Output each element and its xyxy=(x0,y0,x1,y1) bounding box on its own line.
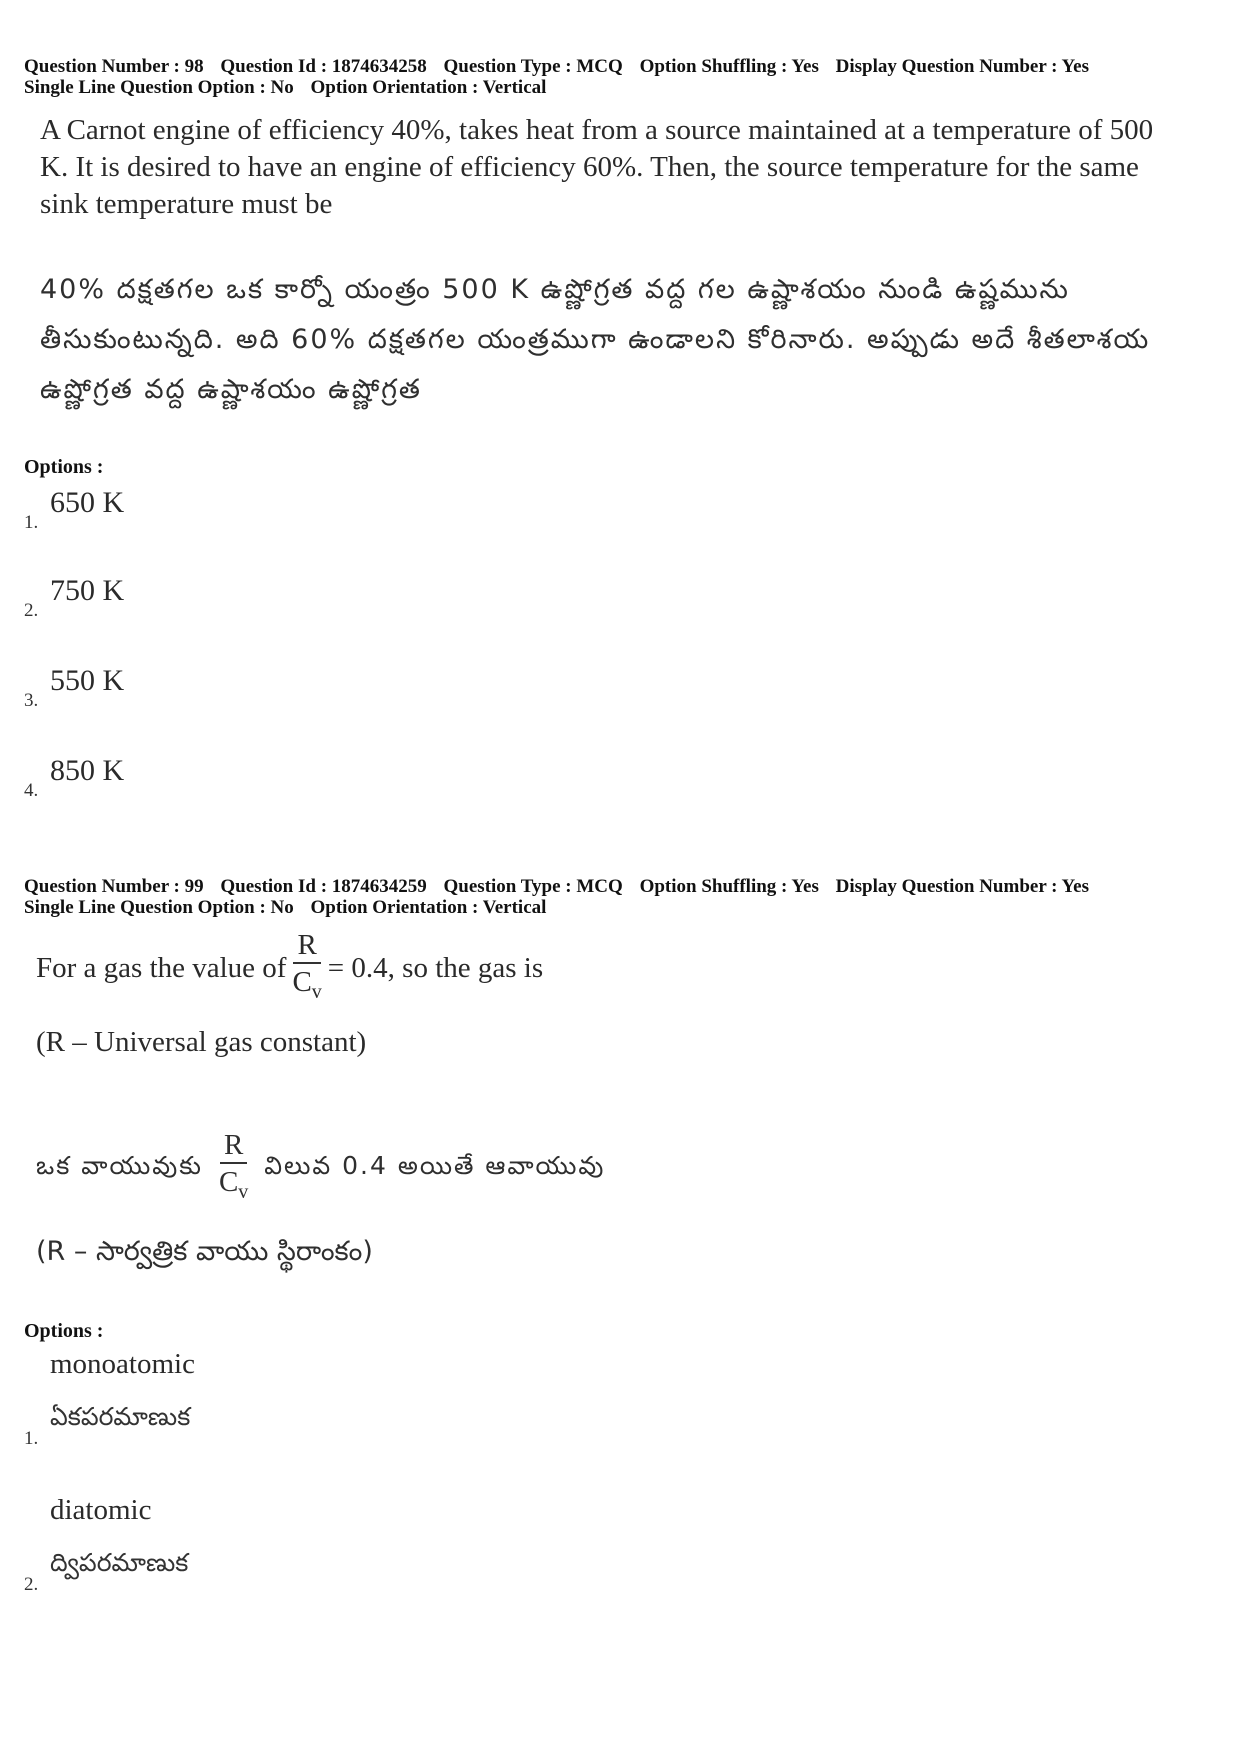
option-value: monoatomic xyxy=(50,1348,195,1380)
question-text xyxy=(36,928,543,1010)
meta-single-line: Single Line Question Option : No xyxy=(24,77,294,98)
option-number: 2. xyxy=(24,1574,39,1595)
meta-display-number: Display Question Number : Yes xyxy=(835,56,1089,77)
meta-question-number: Question Number : 99 xyxy=(24,876,204,897)
fraction-numerator: R xyxy=(293,928,320,964)
meta-question-type: Question Type : MCQ xyxy=(443,56,623,77)
option-value: 650 K xyxy=(50,486,125,519)
question-text-pre: For a gas the value of xyxy=(36,952,287,985)
meta-question-number: Question Number : 98 xyxy=(24,56,204,77)
option-number: 3. xyxy=(24,690,39,711)
telugu-post: విలువ 0.4 అయితే ఆవాయువు xyxy=(264,1150,606,1180)
option-number: 1. xyxy=(24,512,39,533)
meta-single-line: Single Line Question Option : No xyxy=(24,897,294,918)
options-label: Options : xyxy=(24,456,104,478)
meta-display-number: Display Question Number : Yes xyxy=(835,876,1089,897)
option-number: 4. xyxy=(24,780,39,801)
denominator-base: C xyxy=(218,1166,239,1198)
denominator-subscript: v xyxy=(311,980,322,1003)
options-label: Options : xyxy=(24,1320,104,1342)
fraction-r-over-cv xyxy=(292,928,321,1010)
meta-option-shuffling: Option Shuffling : Yes xyxy=(639,56,819,77)
option-value: 750 K xyxy=(50,574,125,607)
meta-question-id: Question Id : 1874634259 xyxy=(220,876,427,897)
telugu-pre: ఒక వాయువుకు xyxy=(36,1150,203,1180)
question-text: A Carnot engine of efficiency 40%, takes heat from a source maintained at a temperature of 500 K. It is desired to have an engine of efficiency 60%. Then, the source temperature for the same sink temperature must be xyxy=(40,114,1154,220)
meta-question-id: Question Id : 1874634258 xyxy=(220,56,427,77)
question-note: (R – Universal gas constant) xyxy=(36,1026,367,1058)
meta-option-shuffling: Option Shuffling : Yes xyxy=(639,876,819,897)
option-number: 2. xyxy=(24,600,39,621)
option-value: 850 K xyxy=(50,754,125,787)
option-value: diatomic xyxy=(50,1494,152,1526)
question-text-telugu xyxy=(36,1128,605,1210)
fraction-denominator xyxy=(292,964,321,1010)
meta-question-type: Question Type : MCQ xyxy=(443,876,623,897)
option-value-telugu: ఏకపరమాణుక xyxy=(50,1402,191,1431)
option-value: 550 K xyxy=(50,664,125,697)
denominator-subscript: v xyxy=(238,1180,249,1203)
meta-orientation: Option Orientation : Vertical xyxy=(310,897,547,918)
question-text-post: = 0.4, so the gas is xyxy=(327,952,544,985)
meta-orientation: Option Orientation : Vertical xyxy=(310,77,547,98)
question-98 xyxy=(24,56,1216,415)
denominator-base: C xyxy=(292,966,312,998)
question-note-telugu: (R – సార్వత్రిక వాయు స్థిరాంకం) xyxy=(36,1236,373,1267)
fraction-denominator xyxy=(219,1164,248,1210)
question-99 xyxy=(24,876,1216,918)
question-text-telugu: 40% దక్షతగల ఒక కార్నో యంత్రం 500 K ఉష్ణోగ్రత వద్ద గల ఉష్ణాశయం నుండి ఉష్ణమును తీసుకుంటున్నది. అది 60% దక్షతగల యంత్రముగా ఉండాలని కోరినారు. అప్పుడు అదే శీతలాశయ ఉష్ణోగ్రత వద్ద ఉష్ణాశయం ఉష్ణోగ్రత xyxy=(40,274,1151,405)
option-number: 1. xyxy=(24,1428,39,1449)
question-meta xyxy=(24,876,1216,918)
question-meta xyxy=(24,56,1216,98)
fraction-r-over-cv-telugu xyxy=(219,1128,248,1210)
fraction-numerator: R xyxy=(220,1128,247,1164)
option-value-telugu: ద్విపరమాణుక xyxy=(50,1548,189,1577)
